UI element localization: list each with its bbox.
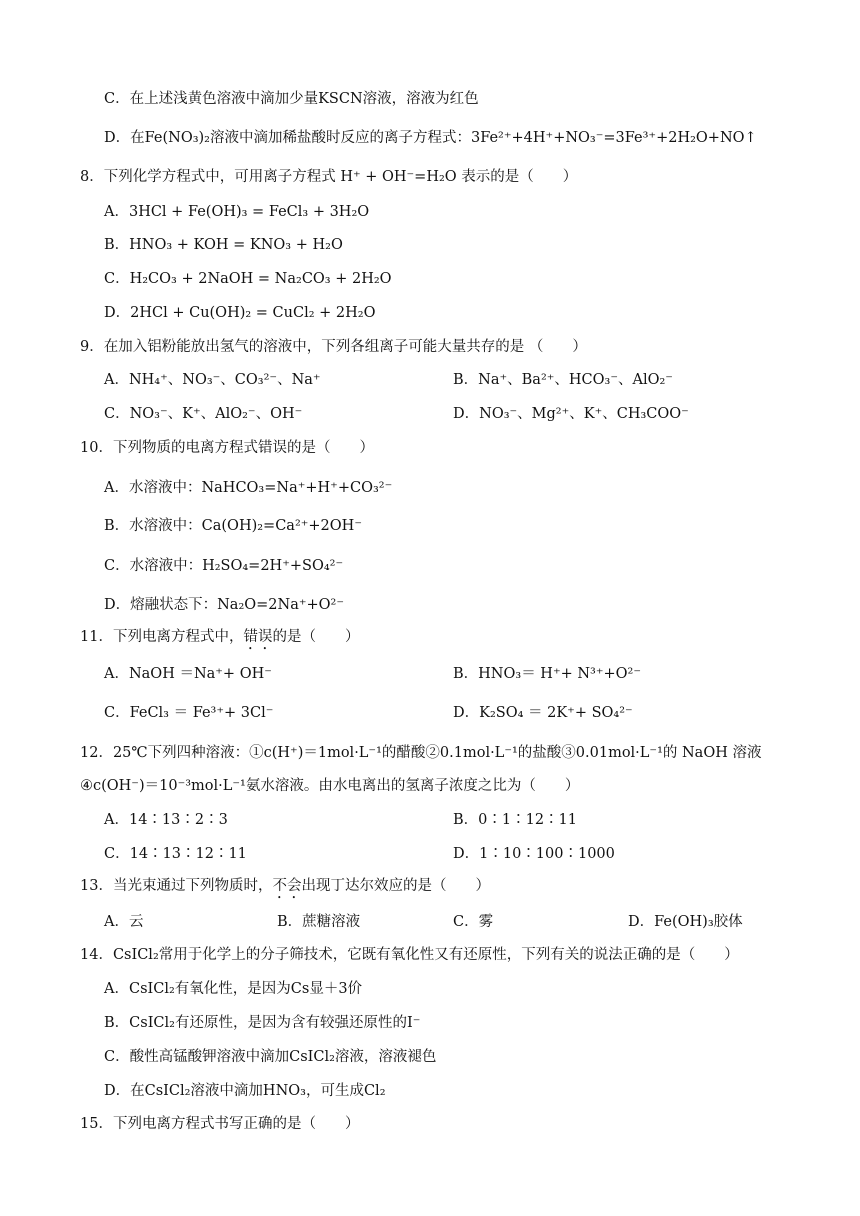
question-15: 15．下列电离方程式书写正确的是（ ） (80, 1116, 360, 1132)
q12-option-d: D．1∶10∶100∶1000 (453, 846, 615, 862)
q14-option-a: A．CsICl₂有氧化性，是因为Cs显＋3价 (104, 981, 363, 997)
question-12-cont: ④c(OH⁻)＝10⁻³mol·L⁻¹氨水溶液。由水电离出的氢离子浓度之比为（ ） (80, 778, 580, 794)
q14-option-d: D．在CsICl₂溶液中滴加HNO₃，可生成Cl₂ (104, 1083, 386, 1099)
question-9: 9．在加入铝粉能放出氢气的溶液中，下列各组离子可能大量共存的是 （ ） (80, 339, 587, 355)
q7-option-d: D．在Fe(NO₃)₂溶液中滴加稀盐酸时反应的离子方程式：3Fe²⁺+4H⁺+NO₃⁻=3Fe³⁺+2H₂O+NO↑ (104, 130, 757, 146)
q11-option-d: D．K₂SO₄ ＝ 2K⁺+ SO₄²⁻ (453, 705, 633, 721)
q10-option-b: B．水溶液中：Ca(OH)₂=Ca²⁺+2OH⁻ (104, 518, 362, 534)
q9-option-c: C．NO₃⁻、K⁺、AlO₂⁻、OH⁻ (104, 406, 303, 422)
q13-option-d: D．Fe(OH)₃胶体 (628, 914, 743, 930)
q14-option-b: B．CsICl₂有还原性，是因为含有较强还原性的I⁻ (104, 1015, 421, 1031)
q14-option-c: C．酸性高锰酸钾溶液中滴加CsICl₂溶液，溶液褪色 (104, 1049, 437, 1065)
q10-option-a: A．水溶液中：NaHCO₃=Na⁺+H⁺+CO₃²⁻ (104, 480, 393, 496)
question-11 (80, 627, 359, 653)
q8-option-c: C．H₂CO₃ + 2NaOH = Na₂CO₃ + 2H₂O (104, 271, 392, 287)
question-13 (80, 876, 490, 902)
q12-option-a: A．14∶13∶2∶3 (104, 812, 228, 828)
q13-emphasis: 不会 (272, 878, 302, 894)
q10-option-c: C．水溶液中：H₂SO₄=2H⁺+SO₄²⁻ (104, 558, 344, 574)
q11-emphasis: 错误 (243, 629, 273, 645)
q11-text-post: 的是（ ） (272, 629, 360, 645)
q13-option-a: A．云 (104, 914, 144, 930)
q12-option-c: C．14∶13∶12∶11 (104, 846, 247, 862)
q13-text-post: 出现丁达尔效应的是（ ） (301, 878, 490, 894)
question-8: 8．下列化学方程式中，可用离子方程式 H⁺ + OH⁻=H₂O 表示的是（ ） (80, 169, 578, 185)
q8-option-a: A．3HCl + Fe(OH)₃ = FeCl₃ + 3H₂O (104, 204, 370, 220)
question-12: 12．25℃下列四种溶液：①c(H⁺)＝1mol·L⁻¹的醋酸②0.1mol·L⁻¹的盐酸③0.01mol·L⁻¹的 NaOH 溶液 (80, 745, 762, 761)
q11-option-c: C．FeCl₃ ＝ Fe³⁺+ 3Cl⁻ (104, 705, 274, 721)
q13-option-b: B．蔗糖溶液 (277, 914, 361, 930)
question-14: 14．CsICl₂常用于化学上的分子筛技术，它既有氧化性又有还原性，下列有关的说法正确的是（ ） (80, 947, 739, 963)
q8-option-b: B．HNO₃ + KOH = KNO₃ + H₂O (104, 237, 343, 253)
question-10: 10．下列物质的电离方程式错误的是（ ） (80, 440, 374, 456)
q9-option-b: B．Na⁺、Ba²⁺、HCO₃⁻、AlO₂⁻ (453, 372, 673, 388)
q12-option-b: B．0∶1∶12∶11 (453, 812, 578, 828)
q9-option-d: D．NO₃⁻、Mg²⁺、K⁺、CH₃COO⁻ (453, 406, 689, 422)
q7-option-c: C．在上述浅黄色溶液中滴加少量KSCN溶液，溶液为红色 (104, 91, 479, 107)
q13-text-pre: 13．当光束通过下列物质时， (80, 878, 273, 894)
q11-option-b: B．HNO₃＝ H⁺+ N³⁺+O²⁻ (453, 666, 642, 682)
q10-option-d: D．熔融状态下：Na₂O=2Na⁺+O²⁻ (104, 597, 345, 613)
q11-option-a: A．NaOH ＝Na⁺+ OH⁻ (104, 666, 272, 682)
q11-text-pre: 11．下列电离方程式中， (80, 629, 244, 645)
q9-option-a: A．NH₄⁺、NO₃⁻、CO₃²⁻、Na⁺ (104, 372, 321, 388)
q13-option-c: C．雾 (453, 914, 494, 930)
q8-option-d: D．2HCl + Cu(OH)₂ = CuCl₂ + 2H₂O (104, 305, 376, 321)
